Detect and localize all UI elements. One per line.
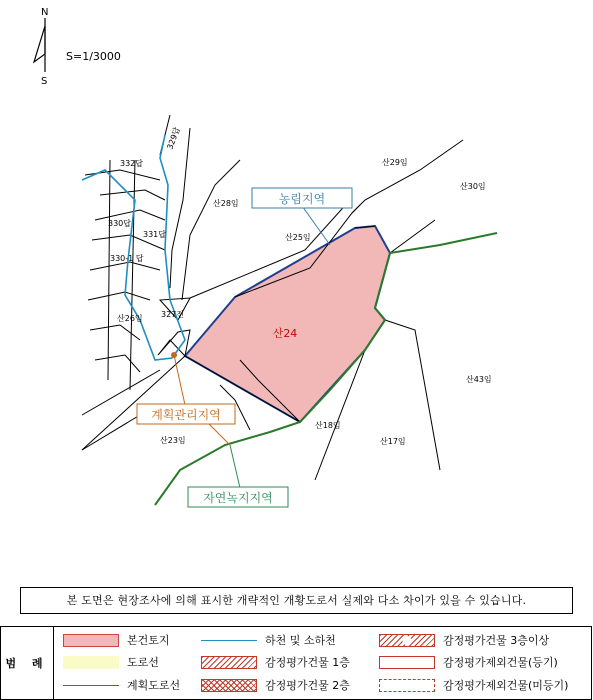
north-label: N xyxy=(41,7,49,18)
excluded-unregistered-swatch xyxy=(379,679,435,692)
parcel-label-330-1: 330-1 답 xyxy=(110,254,144,263)
parcel-label-san23: 산23임 xyxy=(160,436,186,445)
zone-label-nature-green: 자연녹지지역 xyxy=(203,491,273,505)
parcel-label-san29: 산29임 xyxy=(382,158,408,167)
legend-planned-road: 계획도로선 xyxy=(63,677,180,693)
excluded-registered-swatch xyxy=(379,656,435,669)
legend-title: 범 례 xyxy=(1,627,54,699)
legend-road: 도로선 xyxy=(63,654,159,670)
parcel-label-san43: 산43임 xyxy=(466,375,492,384)
legend-excluded-unregistered: 감정평가제외건물(미등기) xyxy=(379,677,568,693)
parcel-label-san28: 산28임 xyxy=(213,199,239,208)
parcel-label-329: 329답 xyxy=(165,125,182,151)
building-1f-swatch xyxy=(201,656,257,669)
parcel-label-san26: 산26임 xyxy=(117,314,143,323)
parcel-label-san25: 산25임 xyxy=(285,233,311,242)
subject-land-area[interactable] xyxy=(185,226,390,422)
legend-building-3f: 감정평가건물 3층이상 xyxy=(379,632,549,648)
disclaimer-note: 본 도면은 현장조사에 의해 표시한 개략적인 개황도로서 실제와 다소 차이가 있을 수 있습니다. xyxy=(20,587,573,614)
parcel-label-san17: 산17임 xyxy=(380,437,406,446)
legend-box xyxy=(0,626,592,700)
parcel-label-327: 327전 xyxy=(161,310,184,319)
legend-stream: 하천 및 소하천 xyxy=(201,632,336,648)
scale-label: S=1/3000 xyxy=(66,50,121,63)
legend-subject-land: 본건토지 xyxy=(63,632,170,648)
subject-land-label: 산24 xyxy=(272,327,298,340)
planned-road-swatch xyxy=(63,685,119,686)
subject-land-swatch xyxy=(63,634,119,647)
zone-label-planning: 계획관리지역 xyxy=(151,408,221,422)
stream-swatch xyxy=(201,640,257,641)
parcel-label-331: 331답 xyxy=(143,230,166,239)
parcel-label-330: 330답 xyxy=(108,219,131,228)
parcel-label-332: 332답 xyxy=(120,159,143,168)
zone-label-agri-forest: 농림지역 xyxy=(278,192,326,206)
parcel-label-san30: 산30임 xyxy=(460,182,486,191)
road-swatch xyxy=(63,656,119,669)
building-2f-swatch xyxy=(201,679,257,692)
parcel-label-san18: 산18임 xyxy=(315,421,341,430)
legend-building-1f: 감정평가건물 1층 xyxy=(201,654,350,670)
building-3f-swatch xyxy=(379,634,435,647)
legend-building-2f: 감정평가건물 2층 xyxy=(201,677,350,693)
south-label: S xyxy=(41,76,48,86)
legend-excluded-registered: 감정평가제외건물(등기) xyxy=(379,654,558,670)
